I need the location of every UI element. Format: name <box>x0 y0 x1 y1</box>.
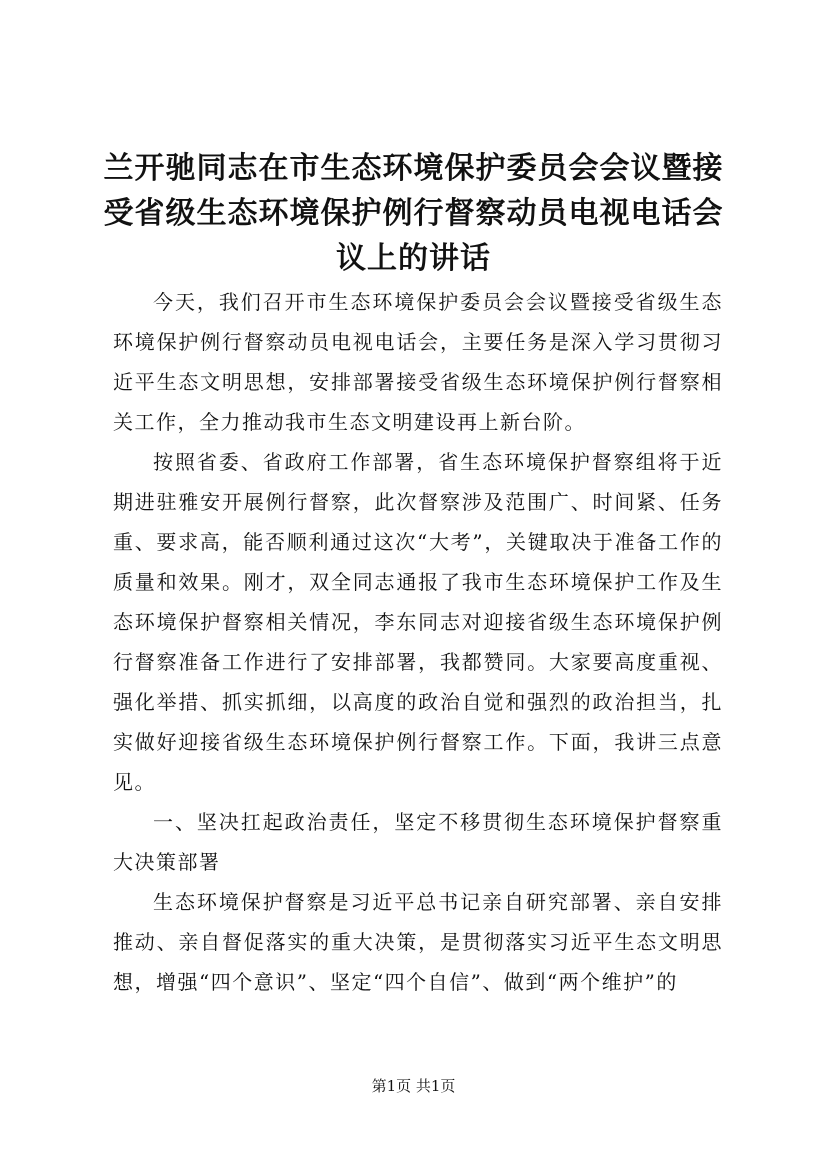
document-title: 兰开驰同志在市生态环境保护委员会会议暨接受省级生态环境保护例行督察动员电视电话会议上的讲话 <box>103 151 724 276</box>
paragraph-background: 按照省委、省政府工作部署，省生态环境保护督察组将于近期进驻雅安开展例行督察，此次督察涉及范围广、时间紧、任务重、要求高，能否顺利通过这次“大考”，关键取决于准备工作的质量和效果。刚才，双全同志通报了我市生态环境保护工作及生态环境保护督察相关情况，李东同志对迎接省级生态环境保护例行督察准备工作进行了安排部署，我都赞同。大家要高度重视、强化举措、抓实抓细，以高度的政治自觉和强烈的政治担当，扎实做好迎接省级生态环境保护例行督察工作。下面，我讲三点意见。 <box>113 450 723 794</box>
page-footer: 第1页 共1页 <box>371 1077 456 1095</box>
paragraph-section-one: 生态环境保护督察是习近平总书记亲自研究部署、亲自安排推动、亲自督促落实的重大决策，是贯彻落实习近平生态文明思想，增强“四个意识”、坚定“四个自信”、做到“两个维护”的 <box>113 890 723 994</box>
document-body <box>113 282 723 1002</box>
paragraph-intro: 今天，我们召开市生态环境保护委员会会议暨接受省级生态环境保护例行督察动员电视电话会，主要任务是深入学习贯彻习近平生态文明思想，安排部署接受省级生态环境保护例行督察相关工作，全力推动我市生态文明建设再上新台阶。 <box>113 290 723 434</box>
section-heading-one: 一、坚决扛起政治责任，坚定不移贯彻生态环境保护督察重大决策部署 <box>113 810 723 874</box>
